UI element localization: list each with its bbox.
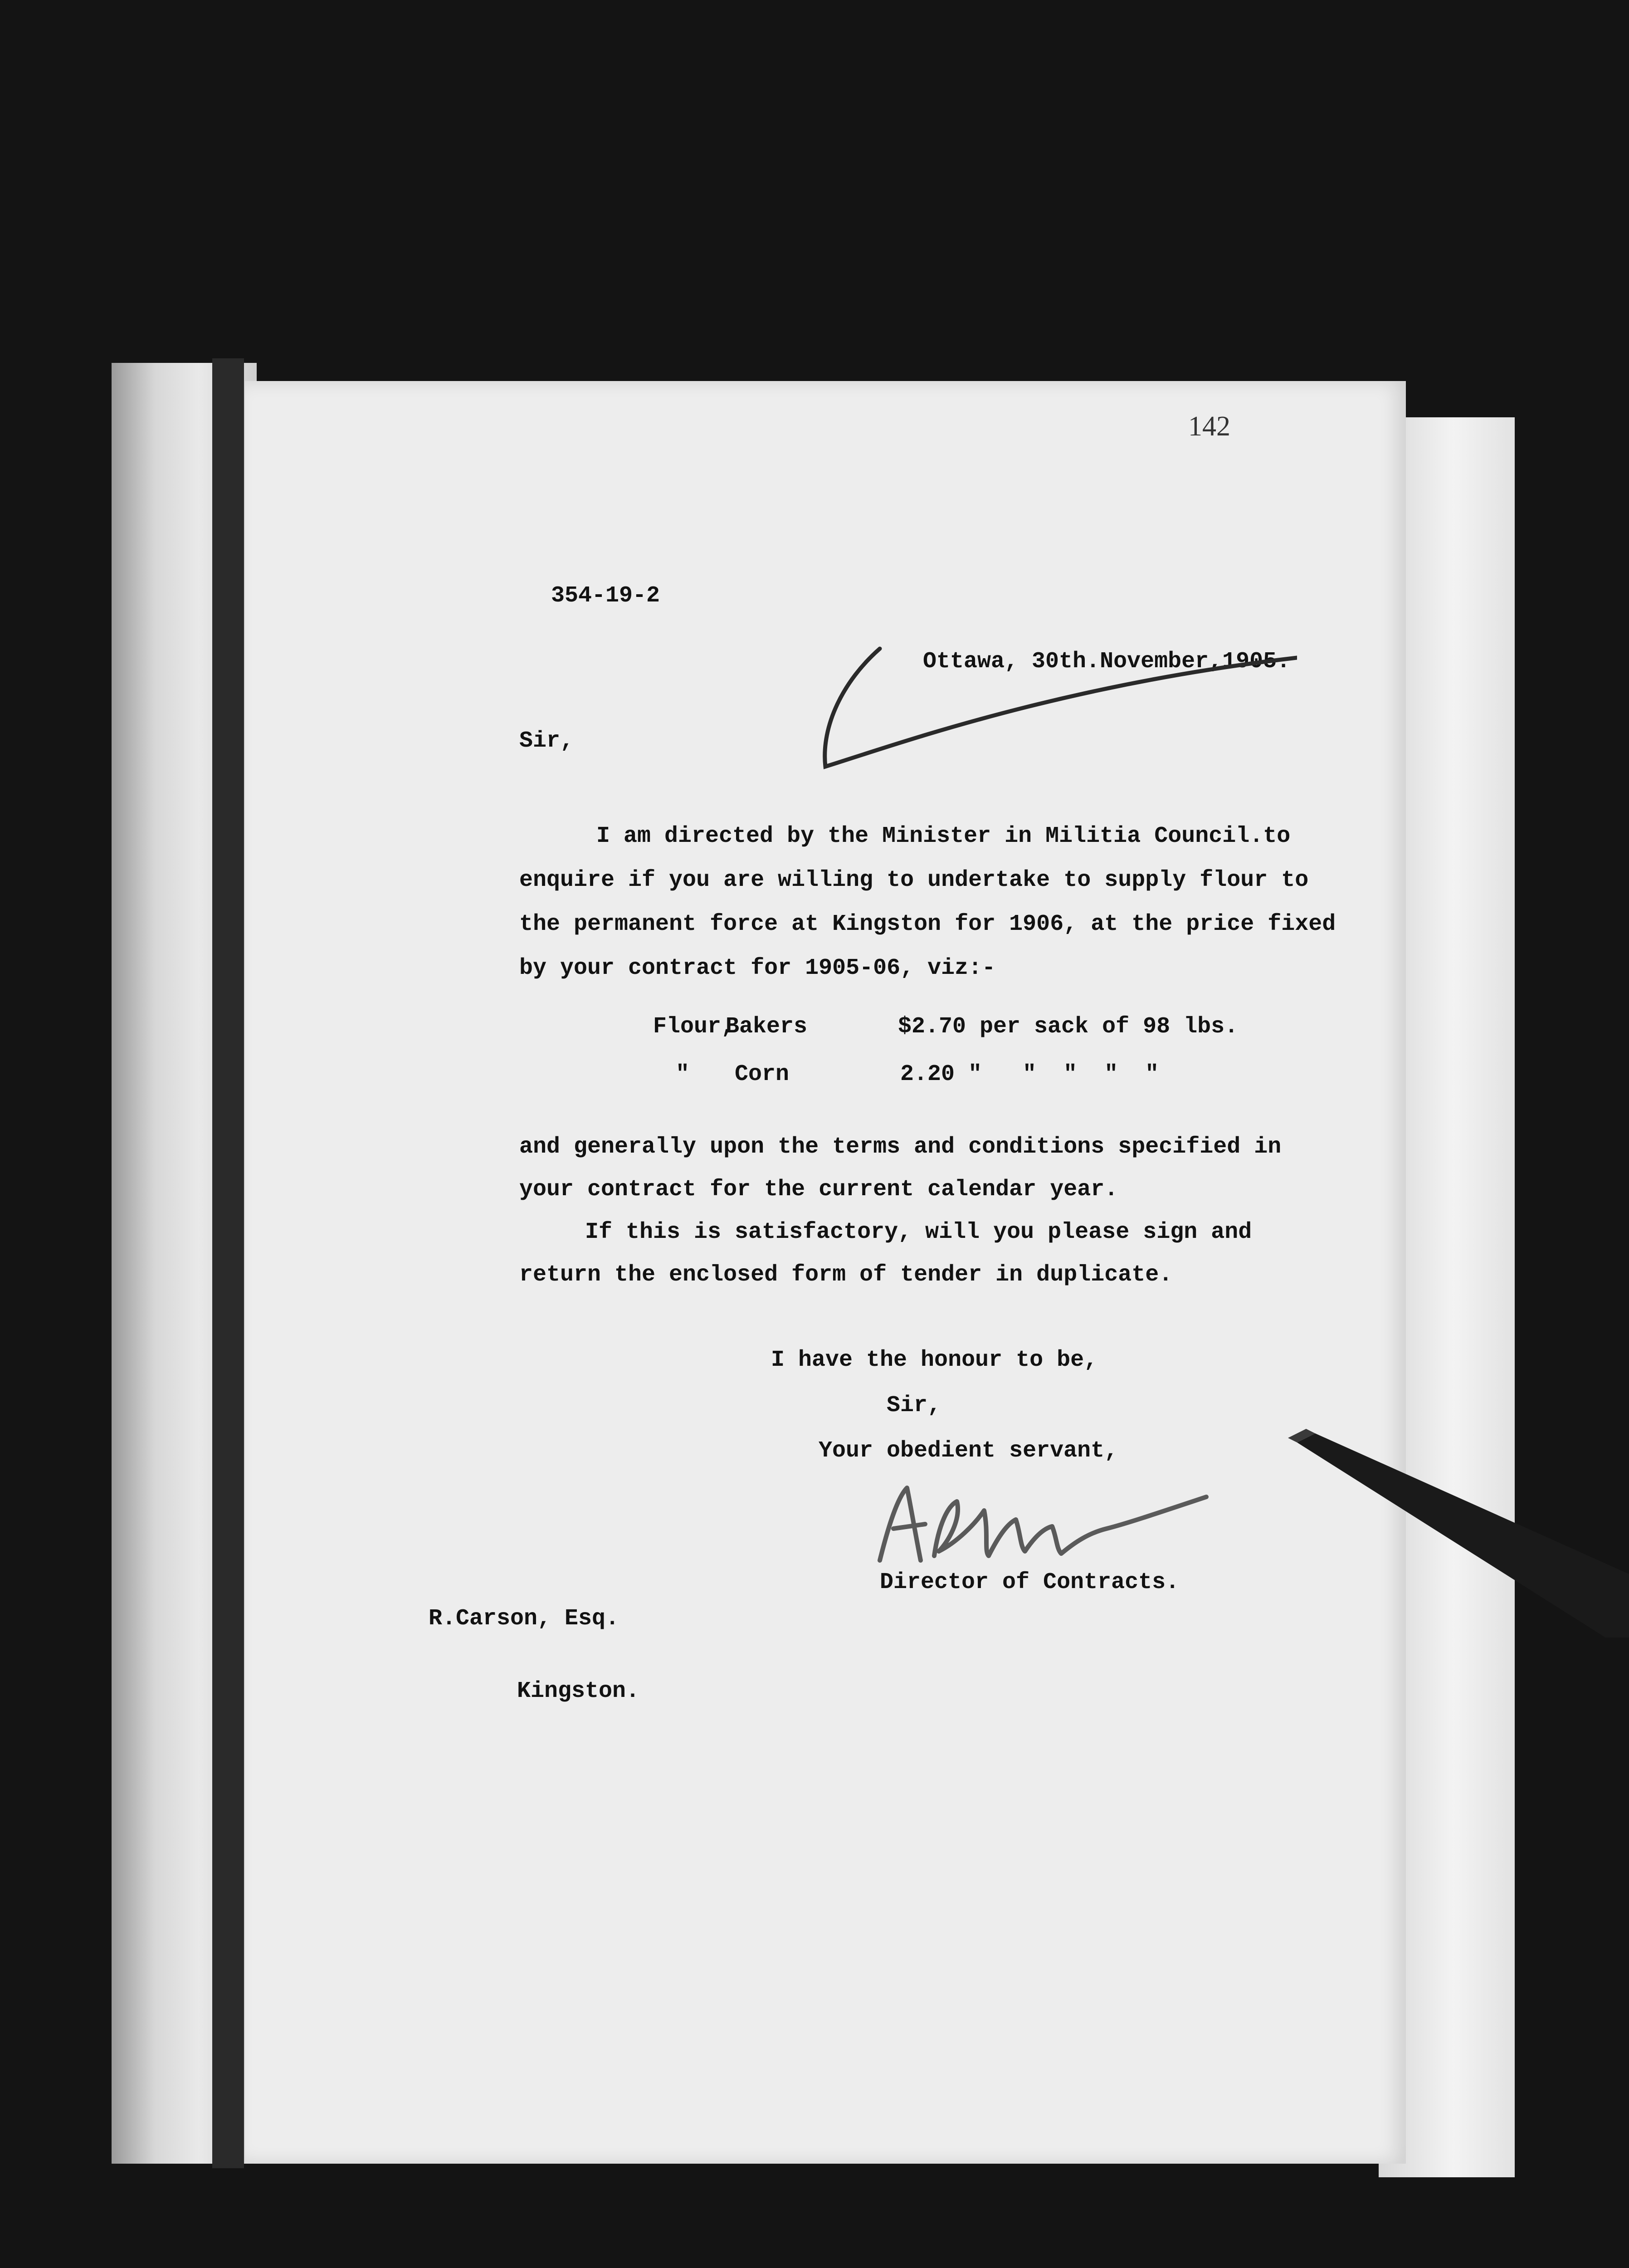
addressee-name: R.Carson, Esq.	[429, 1606, 619, 1632]
body-line: I am directed by the Minister in Militia Council.to	[596, 823, 1291, 849]
handwritten-signature	[871, 1470, 1215, 1574]
body-line: If this is satisfactory, will you please sign and	[585, 1219, 1252, 1245]
price-grade: Corn	[735, 1061, 790, 1087]
backing-sheet-shadow	[212, 358, 244, 2168]
body-line: your contract for the current calendar year.	[519, 1177, 1118, 1202]
salutation: Sir,	[519, 728, 574, 754]
closing-line: I have the honour to be,	[771, 1347, 1098, 1373]
body-line: enquire if you are willing to undertake to supply flour to	[519, 867, 1309, 893]
body-line: return the enclosed form of tender in duplicate.	[519, 1262, 1173, 1288]
price-value: $2.70 per sack of 98 lbs.	[898, 1014, 1239, 1040]
price-item: Flour,	[653, 1014, 735, 1040]
page-number: 142	[1188, 411, 1230, 442]
signer-title: Director of Contracts.	[880, 1569, 1180, 1595]
addressee-city: Kingston.	[517, 1678, 640, 1704]
place-date: Ottawa, 30th.November,1905.	[923, 649, 1291, 675]
file-reference: 354-19-2	[551, 583, 660, 609]
closing-line: Sir,	[887, 1393, 941, 1418]
pencil-pointer	[1288, 1424, 1629, 1651]
body-line: and generally upon the terms and conditions specified in	[519, 1134, 1282, 1160]
body-line: the permanent force at Kingston for 1906, at the price fixed	[519, 911, 1336, 937]
price-value: 2.20 " " " " "	[900, 1061, 1159, 1087]
price-grade: Bakers	[726, 1014, 808, 1040]
body-line: by your contract for 1905-06, viz:-	[519, 955, 996, 981]
closing-line: Your obedient servant,	[819, 1438, 1118, 1464]
pen-check-mark	[807, 631, 1297, 780]
price-item: "	[676, 1061, 690, 1087]
